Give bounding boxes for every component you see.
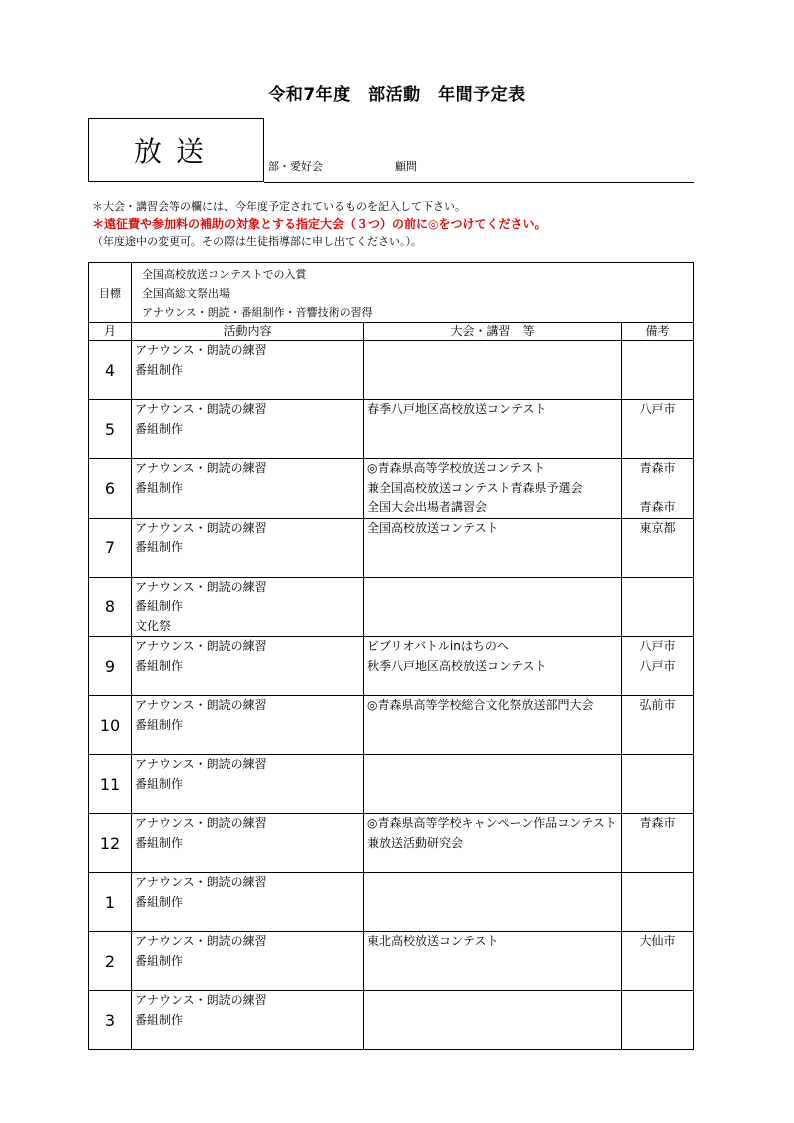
goal-item: 全国高総文祭出場	[142, 287, 230, 300]
activity-item: アナウンス・朗読の練習	[135, 757, 267, 771]
schedule-row	[89, 459, 694, 519]
venue-cell	[622, 991, 694, 1050]
activities-cell	[132, 755, 364, 814]
month-cell: 11	[89, 755, 132, 814]
events-cell	[364, 637, 622, 696]
activities-cell	[132, 814, 364, 873]
month-cell: 6	[89, 459, 132, 519]
event-item: 兼全国高校放送コンテスト青森県予選会	[367, 480, 583, 495]
activities-cell	[132, 459, 364, 519]
venue-cell	[622, 755, 694, 814]
events-cell	[364, 991, 622, 1050]
venue-cell	[622, 459, 694, 519]
venue-item: 弘前市	[639, 698, 676, 712]
activity-item: アナウンス・朗読の練習	[135, 993, 267, 1007]
activity-item: アナウンス・朗読の練習	[135, 520, 267, 535]
events-cell	[364, 341, 622, 400]
activities-cell	[132, 932, 364, 991]
month-cell: 7	[89, 518, 132, 577]
month-cell: 9	[89, 637, 132, 696]
venue-item: 東京都	[639, 520, 676, 535]
venue-cell	[622, 696, 694, 755]
schedule-row	[89, 932, 694, 991]
month-cell: 1	[89, 873, 132, 932]
venue-item: 八戸市	[639, 658, 676, 673]
page-title: 令和7年度 部活動 年間予定表	[268, 85, 526, 105]
venue-cell	[622, 341, 694, 400]
venue-item: 八戸市	[639, 639, 676, 653]
goals-list	[132, 263, 694, 323]
goals-row	[89, 263, 694, 323]
activity-item: アナウンス・朗読の練習	[135, 579, 267, 594]
event-item: ◎青森県高等学校総合文化祭放送部門大会	[367, 698, 594, 712]
schedule-row	[89, 341, 694, 400]
venue-item	[622, 479, 693, 499]
club-type-label: 部・愛好会	[268, 160, 323, 173]
schedule-table	[88, 262, 694, 1050]
activity-item: 番組制作	[135, 776, 184, 791]
advisor-label: 顧問	[395, 160, 417, 173]
event-item: 兼放送活動研究会	[367, 835, 464, 850]
activities-cell	[132, 577, 364, 637]
activity-item: アナウンス・朗読の練習	[135, 343, 267, 357]
activities-cell	[132, 518, 364, 577]
schedule-row	[89, 637, 694, 696]
month-cell: 4	[89, 341, 132, 400]
advisor-underline	[264, 182, 694, 183]
header-notes: 備考	[622, 323, 694, 341]
schedule-row	[89, 814, 694, 873]
activities-cell	[132, 637, 364, 696]
activity-item: 番組制作	[135, 658, 184, 673]
activity-item: アナウンス・朗読の練習	[135, 816, 267, 830]
venue-item: 青森市	[639, 816, 676, 830]
activity-item: アナウンス・朗読の練習	[135, 639, 267, 653]
event-item: ◎青森県高等学校放送コンテスト	[367, 461, 545, 475]
instruction-note-2: ＊遠征費や参加料の補助の対象とする指定大会（３つ）の前に◎をつけてください。	[92, 217, 547, 231]
activity-item: アナウンス・朗読の練習	[135, 875, 267, 889]
activity-item: アナウンス・朗読の練習	[135, 461, 267, 475]
event-item: 春季八戸地区高校放送コンテスト	[367, 402, 547, 416]
activity-item: アナウンス・朗読の練習	[135, 402, 267, 416]
events-cell	[364, 873, 622, 932]
events-cell	[364, 400, 622, 459]
schedule-row	[89, 400, 694, 459]
venue-item: 大仙市	[639, 934, 676, 948]
events-cell	[364, 518, 622, 577]
schedule-row	[89, 755, 694, 814]
events-cell	[364, 755, 622, 814]
schedule-row	[89, 696, 694, 755]
activity-item: 番組制作	[135, 421, 184, 436]
venue-cell	[622, 400, 694, 459]
activities-cell	[132, 873, 364, 932]
event-item: 東北高校放送コンテスト	[367, 934, 499, 948]
activity-item: 番組制作	[135, 894, 184, 909]
month-cell: 10	[89, 696, 132, 755]
activity-item: 番組制作	[135, 1012, 184, 1027]
schedule-row	[89, 873, 694, 932]
header-row	[89, 323, 694, 341]
venue-cell	[622, 814, 694, 873]
month-cell: 8	[89, 577, 132, 637]
club-name: 放送	[133, 135, 218, 168]
activity-item: 番組制作	[135, 480, 184, 495]
schedule-row	[89, 577, 694, 637]
activity-item: 番組制作	[135, 540, 184, 554]
venue-cell	[622, 577, 694, 637]
event-item: 全国高校放送コンテスト	[367, 520, 499, 535]
activity-item: 番組制作	[135, 362, 184, 377]
goal-item: 全国高校放送コンテストでの入賞	[142, 268, 307, 281]
instruction-note-3: （年度途中の変更可。その際は生徒指導部に申し出てください。）。	[92, 235, 422, 248]
goals-label: 目標	[89, 263, 132, 323]
activity-item: アナウンス・朗読の練習	[135, 698, 267, 712]
header-activities: 活動内容	[132, 323, 364, 341]
club-name-box	[88, 118, 264, 182]
header-events: 大会・講習 等	[364, 323, 622, 341]
month-cell: 3	[89, 991, 132, 1050]
activity-item: 番組制作	[135, 599, 184, 613]
venue-item: 八戸市	[639, 402, 676, 416]
activity-item: 番組制作	[135, 717, 184, 732]
venue-cell	[622, 873, 694, 932]
month-cell: 2	[89, 932, 132, 991]
venue-cell	[622, 932, 694, 991]
venue-cell	[622, 518, 694, 577]
activity-item: 文化祭	[135, 618, 172, 633]
month-cell: 12	[89, 814, 132, 873]
venue-cell	[622, 637, 694, 696]
event-item: 秋季八戸地区高校放送コンテスト	[367, 658, 547, 673]
goal-item: アナウンス・朗読・番組制作・音響技術の習得	[142, 306, 373, 319]
events-cell	[364, 577, 622, 637]
events-cell	[364, 696, 622, 755]
activity-item: 番組制作	[135, 953, 184, 968]
event-item: ビブリオバトルinはちのへ	[367, 639, 509, 653]
schedule-row	[89, 991, 694, 1050]
month-cell: 5	[89, 400, 132, 459]
event-item: ◎青森県高等学校キャンペーン作品コンテスト	[367, 816, 617, 830]
activities-cell	[132, 696, 364, 755]
header-month: 月	[89, 323, 132, 341]
venue-item: 青森市	[639, 500, 676, 514]
venue-item: 青森市	[639, 461, 676, 475]
activities-cell	[132, 991, 364, 1050]
activities-cell	[132, 341, 364, 400]
schedule-row	[89, 518, 694, 577]
event-item: 全国大会出場者講習会	[367, 500, 488, 514]
activity-item: 番組制作	[135, 835, 184, 850]
events-cell	[364, 814, 622, 873]
events-cell	[364, 932, 622, 991]
activities-cell	[132, 400, 364, 459]
instruction-note-1: ＊大会・講習会等の欄には、今年度予定されているものを記入して下さい。	[92, 200, 466, 213]
activity-item: アナウンス・朗読の練習	[135, 934, 267, 948]
events-cell	[364, 459, 622, 519]
